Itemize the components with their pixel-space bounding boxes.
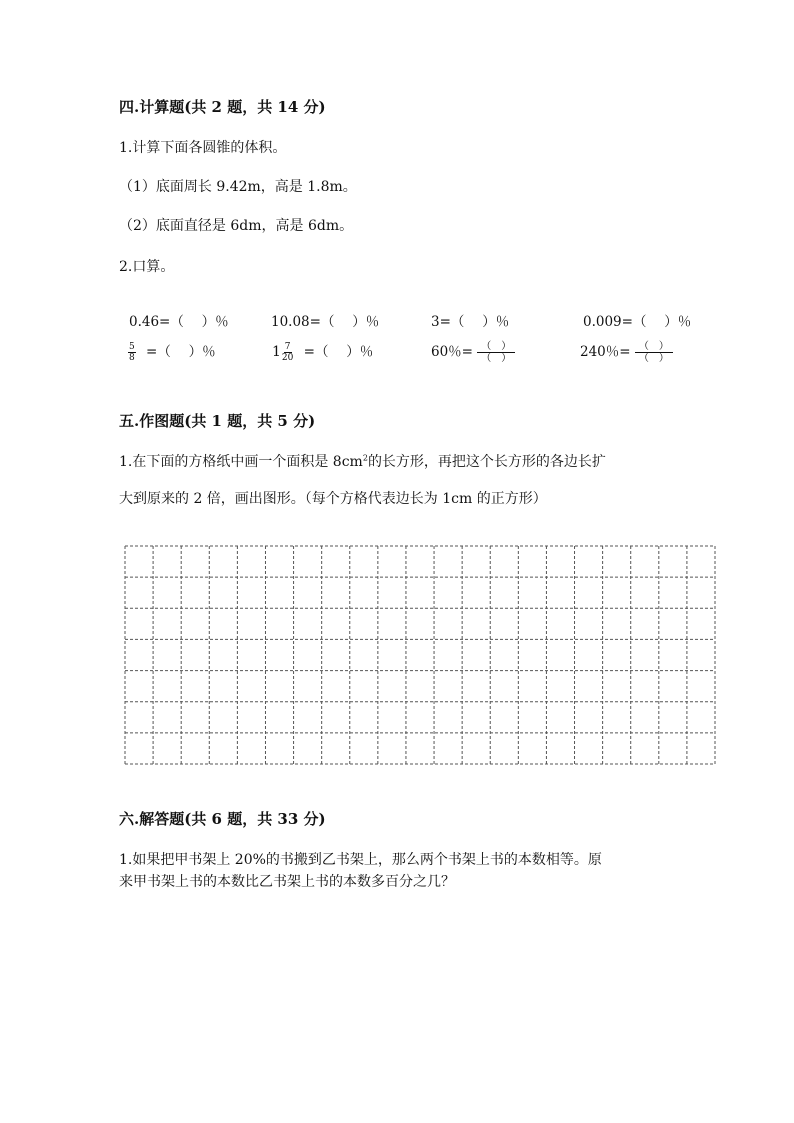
superscript-2: 2 <box>362 453 368 463</box>
fraction-5-8 <box>128 342 136 363</box>
section6-title: 六.解答题(共 6 题，共 33 分) <box>119 810 326 828</box>
mixed-number <box>272 342 293 363</box>
calc-item-1: 0.46=（ ）％ <box>129 314 229 330</box>
q6-1-line2: 来甲书架上书的本数比乙书架上书的本数多百分之几？ <box>119 874 455 890</box>
blank-numerator: （ ） <box>477 341 515 353</box>
blank-denominator: （ ） <box>481 353 512 364</box>
fraction-denominator: 20 <box>281 352 294 363</box>
calc-item-7 <box>431 340 515 364</box>
fraction-numerator: 7 <box>284 341 291 352</box>
calc-item-4: 0.009=（ ）％ <box>583 314 692 330</box>
calc-item-5-tail: =（ ）％ <box>146 344 216 360</box>
calc-item-8 <box>580 340 673 364</box>
q6-1-line1: 1.如果把甲书架上 20%的书搬到乙书架上，那么两个书架上书的本数相等。原 <box>119 852 602 868</box>
blank-fraction <box>477 341 515 364</box>
fraction-numerator: 5 <box>129 342 135 352</box>
q4-1-part1: （1）底面周长 9.42m，高是 1.8m。 <box>119 179 357 195</box>
grid-paper[interactable] <box>124 545 717 765</box>
q5-1-line1-a: 1.在下面的方格纸中画一个面积是 8cm <box>119 454 363 470</box>
q5-1-line2: 大到原来的 2 倍，画出图形。（每个方格代表边长为 1cm 的正方形） <box>119 491 547 507</box>
q5-1-line1-b: 的长方形，再把这个长方形的各边长扩 <box>367 454 606 470</box>
blank-numerator: （ ） <box>635 341 673 353</box>
calc-item-5 <box>128 340 216 363</box>
fraction-denominator: 8 <box>129 353 135 363</box>
calc-item-7-lead: 60％= <box>431 344 473 360</box>
q5-1-line1 <box>119 451 606 471</box>
calc-item-3: 3=（ ）％ <box>431 314 510 330</box>
mixed-whole: 1 <box>272 344 281 360</box>
blank-fraction <box>635 341 673 364</box>
section4-title: 四.计算题(共 2 题，共 14 分) <box>119 98 326 116</box>
calc-item-2: 10.08=（ ）％ <box>271 314 380 330</box>
q4-1-prompt: 1.计算下面各圆锥的体积。 <box>119 140 287 156</box>
calc-item-8-lead: 240％= <box>580 344 631 360</box>
calc-item-6-tail: =（ ）％ <box>303 344 374 360</box>
blank-denominator: （ ） <box>638 353 669 364</box>
q4-2-prompt: 2.口算。 <box>119 259 175 275</box>
fraction-7-20 <box>282 342 293 363</box>
calc-item-6 <box>272 340 373 363</box>
q4-1-part2: （2）底面直径是 6dm，高是 6dm。 <box>119 218 354 234</box>
section5-title: 五.作图题(共 1 题，共 5 分) <box>119 412 316 430</box>
